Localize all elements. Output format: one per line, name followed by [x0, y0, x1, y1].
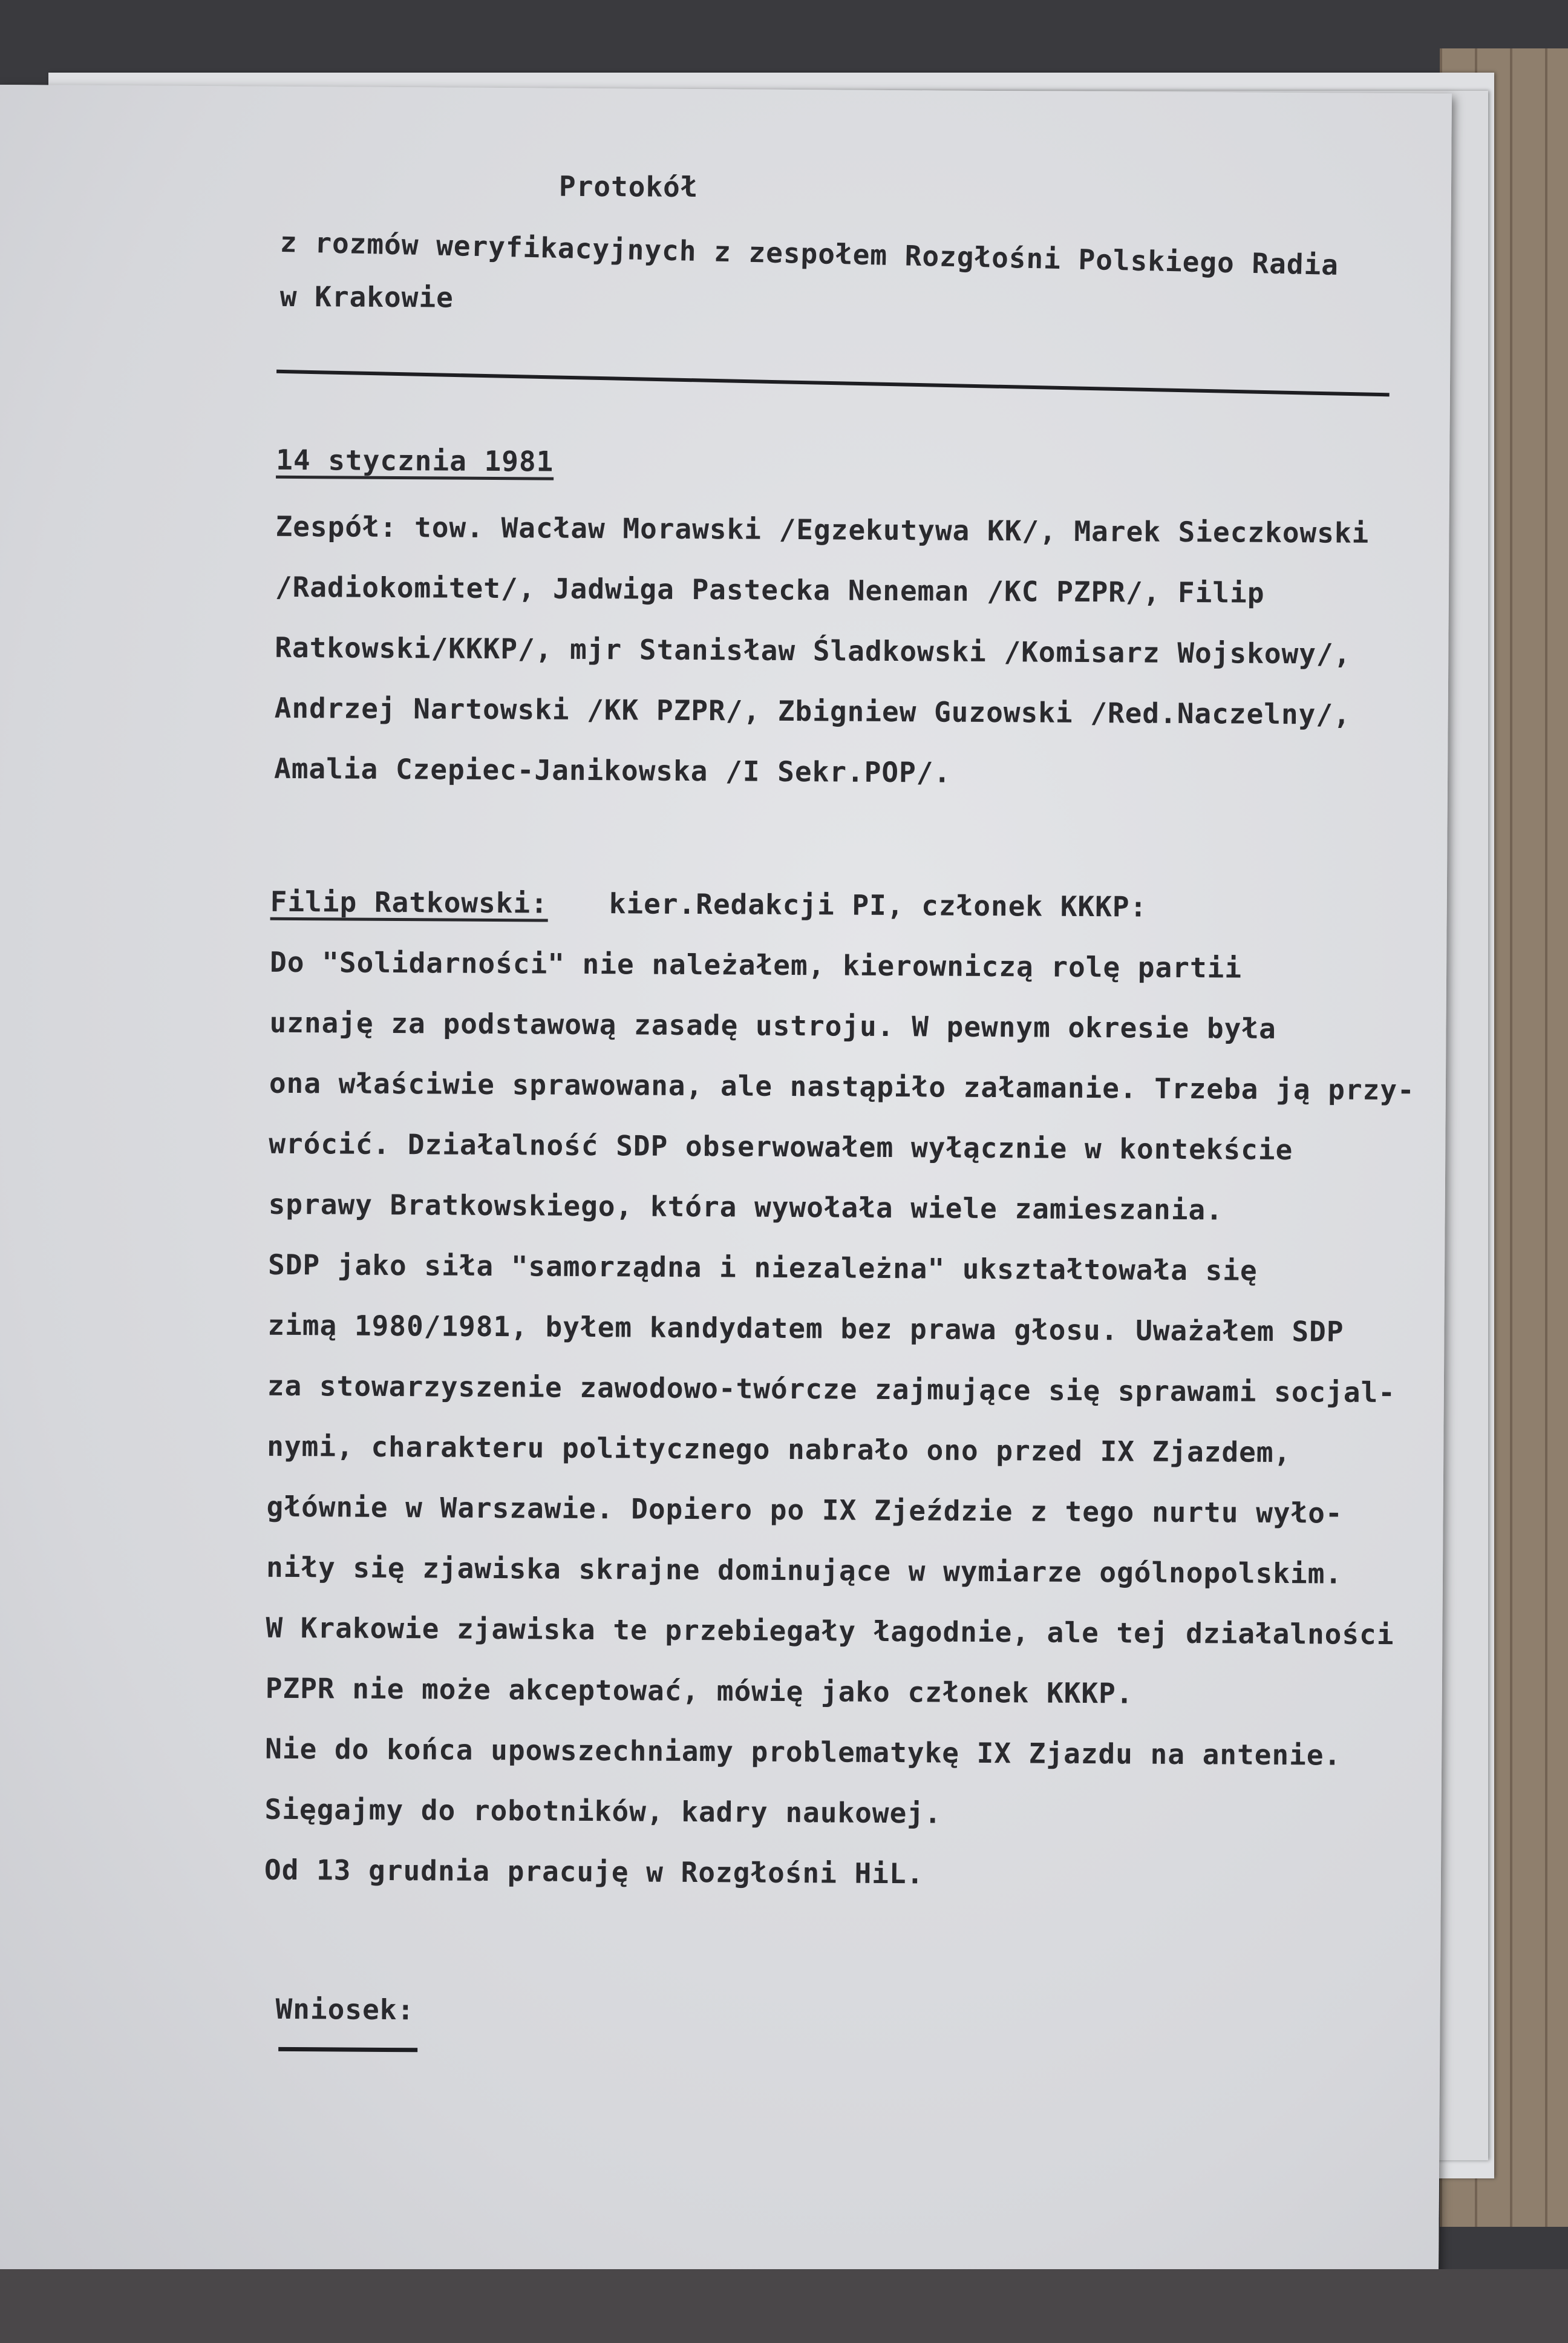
body-line: Sięgajmy do robotników, kadry naukowej. — [264, 1792, 942, 1830]
speaker-name: Filip Ratkowski: — [270, 885, 549, 920]
team-line: Ratkowski/KKKP/, mjr Stanisław Śladkowski /Komisarz Wojskowy/, — [275, 631, 1351, 670]
body-line: Do "Solidarności" nie należałem, kierowniczą rolę partii — [269, 945, 1243, 985]
body-line: ona właściwie sprawowana, ale nastąpiło załamanie. Trzeba ją przy- — [269, 1066, 1415, 1107]
body-line: sprawy Bratkowskiego, która wywołała wiele zamieszania. — [268, 1187, 1224, 1227]
conclusion-underline — [278, 2047, 417, 2052]
body-line: W Krakowie zjawiska te przebiegały łagodnie, ale tej działalności — [266, 1611, 1394, 1651]
date-heading: 14 stycznia 1981 — [276, 443, 554, 478]
header-rule — [276, 370, 1390, 397]
team-line: Zespół: tow. Wacław Morawski /Egzekutywa KK/, Marek Sieczkowski — [275, 510, 1370, 549]
subtitle-line: w Krakowie — [279, 280, 454, 314]
body-line: Nie do końca upowszechniamy problematykę IX Zjazdu na antenie. — [265, 1732, 1342, 1772]
typewritten-page — [0, 85, 1452, 2278]
body-line: nymi, charakteru politycznego nabrało ono przed IX Zjazdem, — [267, 1429, 1292, 1469]
team-line: Andrzej Nartowski /KK PZPR/, Zbigniew Guzowski /Red.Naczelny/, — [274, 691, 1351, 731]
subtitle-line: z rozmów weryfikacyjnych z zespołem Rozgłośni Polskiego Radia — [279, 225, 1339, 282]
team-line: /Radiokomitet/, Jadwiga Pastecka Neneman /KC PZPR/, Filip — [275, 570, 1265, 609]
body-line: zimą 1980/1981, byłem kandydatem bez prawa głosu. Uważałem SDP — [267, 1308, 1344, 1348]
body-line: uznaję za podstawową zasadę ustroju. W pewnym okresie była — [269, 1006, 1276, 1045]
conclusion-label: Wniosek: — [275, 1992, 415, 2027]
table-surface — [0, 2269, 1568, 2343]
body-line: za stowarzyszenie zawodowo-twórcze zajmujące się sprawami socjal- — [267, 1369, 1396, 1409]
speaker-role: kier.Redakcji PI, członek KKKP: — [609, 887, 1148, 923]
team-line: Amalia Czepiec-Janikowska /I Sekr.POP/. — [273, 752, 952, 789]
body-line: PZPR nie może akceptować, mówię jako członek KKKP. — [265, 1671, 1134, 1710]
document-title: Protokół — [558, 169, 698, 204]
body-line: Od 13 grudnia pracuję w Rozgłośni HiL. — [264, 1853, 924, 1890]
body-line: SDP jako siła "samorządna i niezależna" ukształtowała się — [267, 1248, 1258, 1287]
body-line: głównie w Warszawie. Dopiero po IX Zjeździe z tego nurtu wyło- — [266, 1490, 1343, 1530]
body-line: wrócić. Działalność SDP obserwowałem wyłącznie w kontekście — [269, 1127, 1293, 1167]
body-line: niły się zjawiska skrajne dominujące w wymiarze ogólnopolskim. — [266, 1550, 1343, 1590]
